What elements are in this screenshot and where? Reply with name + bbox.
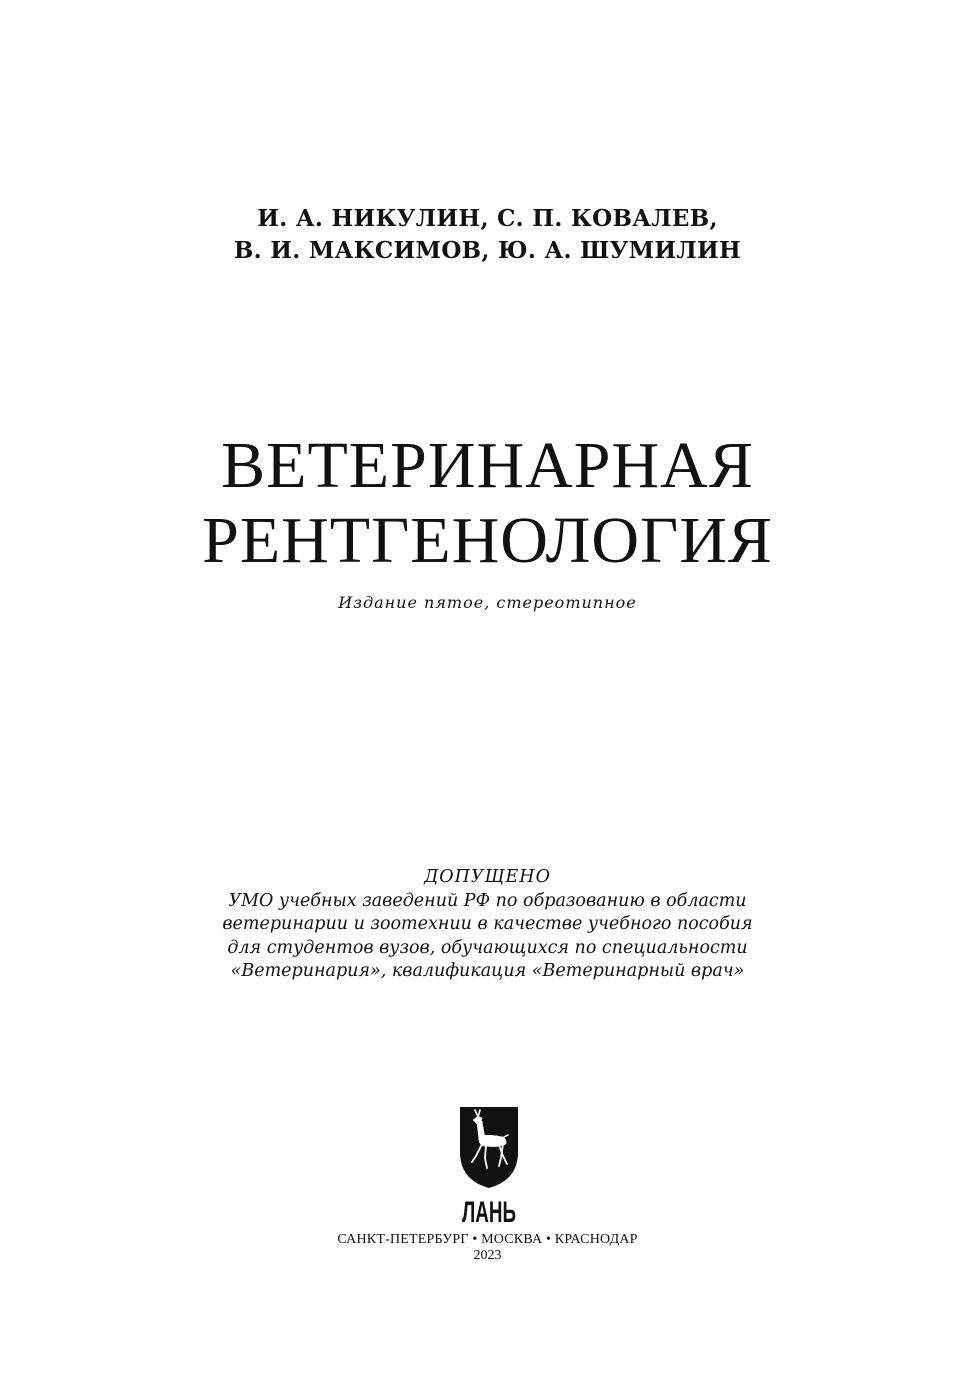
approval-block [0, 866, 975, 984]
title-line-1: ВЕТЕРИНАРНАЯ [221, 429, 754, 502]
authors-line-2: В. И. МАКСИМОВ, Ю. А. ШУМИЛИН [233, 237, 742, 264]
title-line-2: РЕНТГЕНОЛОГИЯ [202, 504, 773, 577]
authors-line-1: И. А. НИКУЛИН, С. П. КОВАЛЕВ, [257, 205, 718, 232]
publication-year: 2023 [473, 1248, 502, 1263]
authors-block [0, 203, 975, 267]
approval-heading: ДОПУЩЕНО [424, 867, 551, 887]
approval-line-2: ветеринарии и зоотехнии в качестве учебного пособия [222, 914, 753, 934]
publisher-cities: САНКТ-ПЕТЕРБУРГ • МОСКВА • КРАСНОДАР [337, 1232, 638, 1247]
book-title [0, 428, 975, 578]
approval-line-3: для студентов вузов, обучающихся по специальности [227, 937, 748, 958]
approval-line-1: УМО учебных заведений РФ по образованию в области [228, 890, 747, 911]
approval-line-4: «Ветеринария», квалификация «Ветеринарный врач» [230, 961, 745, 981]
logo-wordmark: ЛАНЬ [462, 1196, 516, 1229]
edition-note: Издание пятое, стереотипное [338, 593, 637, 612]
shield-icon [460, 1107, 518, 1188]
publisher-logo [459, 1106, 519, 1229]
